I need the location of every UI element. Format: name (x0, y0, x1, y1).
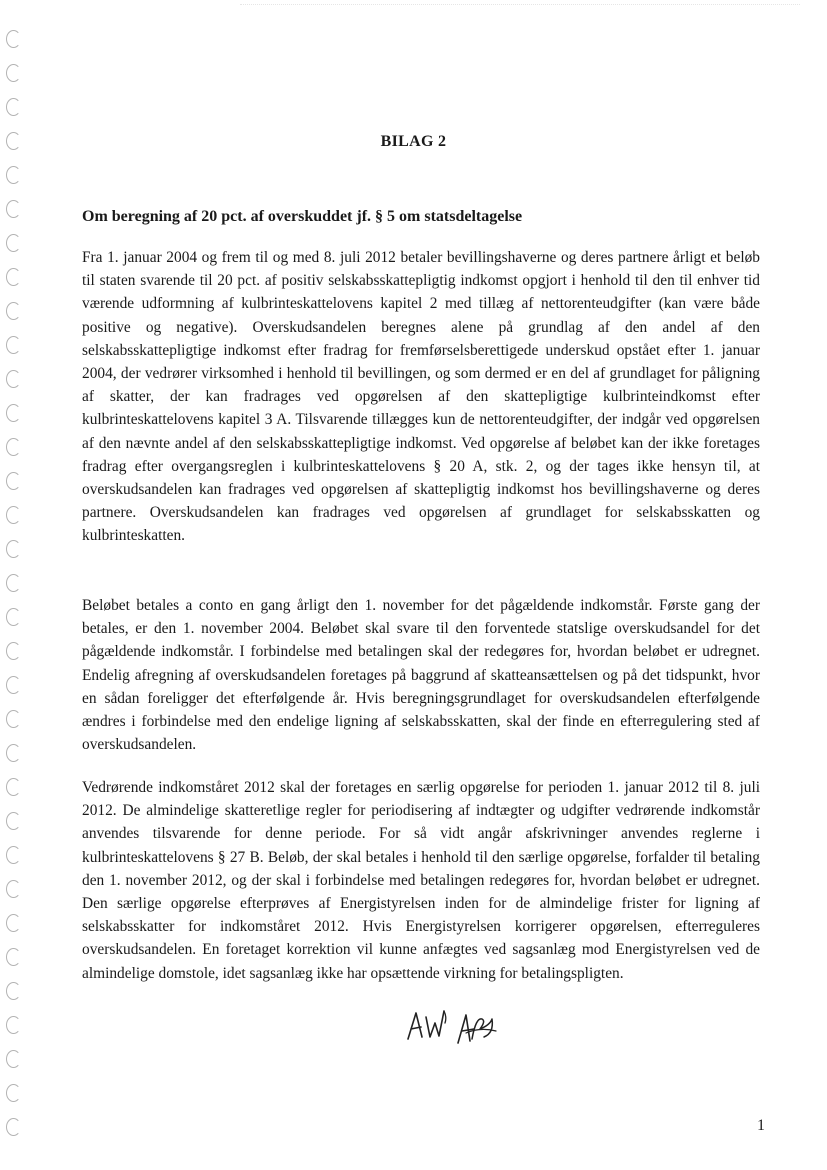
section-heading: Om beregning af 20 pct. af overskuddet jf. § 5 om statsdeltagelse (82, 208, 523, 225)
scan-artifact (240, 4, 800, 11)
page-number: 1 (757, 1117, 765, 1134)
handwritten-initials-signature (400, 1003, 510, 1048)
document-title: BILAG 2 (380, 133, 447, 150)
paragraph-3: Vedrørende indkomståret 2012 skal der foretages en særlig opgørelse for perioden 1. januar 2012 til 8. juli 2012. De almindelige skatteretlige regler for periodisering af indtægter og udgifter vedrørende indkomstår anvendes tilsvarende for denne periode. For så vidt angår afskrivninger anvendes reglerne i kulbrinteskattelovens § 27 B. Beløb, der skal betales i henhold til den særlige opgørelse, forfalder til betaling den 1. november 2012, og der skal i forbindelse med betalingen redegøres for, hvordan beløbet er udregnet. Den særlige opgørelse efterprøves af Energistyrelsen inden for de almindelige frister for ligning af selskabsskatter for indkomståret 2012. Hvis Energistyrelsen korrigerer opgørelsen, efterreguleres overskudsandelen. En foretaget korrektion vil kunne anfægtes ved sagsanlæg mod Energistyrelsen ved de almindelige domstole, idet sagsanlæg ikke har opsættende virkning for betalingspligten. (82, 779, 760, 982)
paragraph-1: Fra 1. januar 2004 og frem til og med 8. juli 2012 betaler bevillingshaverne og deres partnere årligt et beløb til staten svarende til 20 pct. af positiv selskabsskattepligtig indkomst opgjort i henhold til den til enhver tid værende udformning af kulbrinteskattelovens kapitel 2 med tillæg af nettorenteudgifter (kan være både positive og negative). Overskudsandelen beregnes alene på grundlag af den andel af den selskabsskattepligtige indkomst efter fradrag for fremførselsberettigede underskud opstået efter 1. januar 2004, der vedrører virksomhed i henhold til bevillingen, og som dermed er en del af grundlaget for påligning af skatter, der kan fradrages ved opgørelsen af den skattepligtige kulbrinteindkomst efter kulbrinteskattelovens kapitel 3 A. Tilsvarende tillægges kun de nettorenteudgifter, der indgår ved opgørelsen af den nævnte andel af den selskabsskattepligtige indkomst. Ved opgørelse af beløbet kan der ikke foretages fradrag efter overgangsreglen i kulbrinteskattelovens § 20 A, stk. 2, og der tages ikke hensyn til, at overskudsandelen kan fradrages ved opgørelsen af skattepligtig indkomst hos bevillingshaverne og deres partnere. Overskudsandelen kan fradrages ved opgørelsen af grundlaget for selskabsskatten og kulbrinteskatten. (82, 249, 760, 545)
binder-holes (6, 30, 24, 1140)
paragraph-2: Beløbet betales a conto en gang årligt den 1. november for det pågældende indkomstår. Første gang der betales, er den 1. november 2004. Beløbet skal svare til den forventede statslige overskudsandel for det pågældende indkomstår. I forbindelse med betalingen skal der redegøres for, hvordan beløbet er udregnet. Endelig afregning af overskudsandelen foretages på baggrund af skatteansættelsen og på det tidspunkt, hvor en sådan foreligger det efterfølgende år. Hvis beregningsgrundlaget for overskudsandelen efterfølgende ændres i forbindelse med den endelige ligning af selskabsskatten, skal der finde en efterregulering sted af overskudsandelen. (82, 597, 760, 754)
